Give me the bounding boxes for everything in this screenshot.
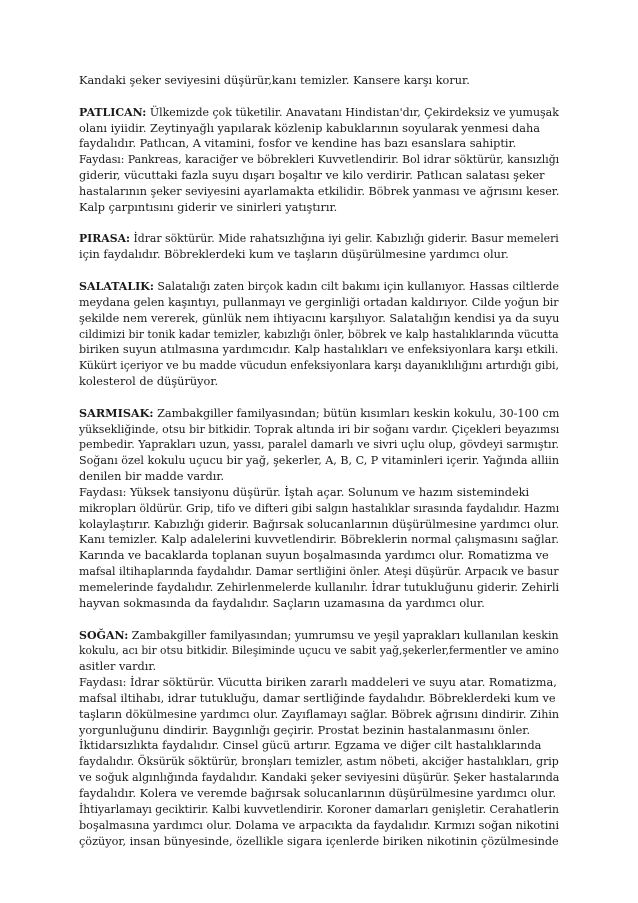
section-term: SOĞAN:: [79, 627, 129, 642]
text-line: şekilde nem vererek, günlük nem ihtiyacını karşılıyor. Salatalığın kendisi ya da suyu: [79, 311, 560, 325]
text-line: için faydalıdır. Böbreklerdeki kum ve taşların düşürülmesine yardımcı olur.: [79, 248, 509, 262]
text-line: kokulu, acı bir otsu bitkidir. Bileşiminde uçucu ve sabit yağ,şekerler,fermentler ve amino: [79, 644, 559, 658]
text-line: memelerinde faydalıdır. Zehirlenmelerde kullanılır. İdrar tutukluğunu giderir. Zehirli: [79, 581, 560, 594]
section-term: PATLICAN:: [79, 104, 147, 119]
text-line: hayvan sokmasında da faydalıdır. Saçların uzamasına da yardımcı olur.: [79, 596, 485, 610]
text-line: olanı iyiidir. Zeytinyağlı yapılarak közlenip kabuklarının soyularak yenmesi daha: [79, 121, 540, 135]
text-line: faydalıdır. Patlıcan, A vitamini, fosfor ve kendine has bazı esanslara sahiptir.: [79, 137, 517, 151]
section-first-line: [79, 627, 559, 644]
text-line: Kalp çarpıntısını giderir ve sinirleri yatıştırır.: [79, 200, 338, 214]
section-term: PIRASA:: [79, 231, 131, 246]
text-line: giderir, vücuttaki fazla suyu dışarı boşaltır ve kilo verdirir. Patlıcan salatası şeker: [79, 169, 545, 183]
text-line: kolaylaştırır. Kabızlığı giderir. Bağırsak solucanlarının düşürülmesine yardımcı olur.: [79, 517, 560, 531]
text-line: Faydası: Pankreas, karaciğer ve böbrekleri Kuvvetlendirir. Bol idrar söktürür, kansızlığı: [79, 153, 560, 167]
text-line: denilen bir madde vardır.: [79, 470, 225, 484]
text-line: taşların dökülmesine yardımcı olur. Zayıflamayı sağlar. Böbrek ağrısını dindirir. Zihin: [79, 707, 560, 721]
text-line: yorgunluğunu dindirir. Baygınlığı geçirir. Prostat bezinin hastalanmasını önler.: [79, 723, 531, 737]
text-line: yüksekliğinde, otsu bir bitkidir. Toprak altında iri bir soğanı vardır. Çiçekleri beyazımsı: [79, 422, 560, 436]
section-patlican: [79, 105, 559, 216]
text-line: mikropları öldürür. Grip, tifo ve difteri gibi salgın hastalıklar sırasında faydalıdır. Hazmı: [79, 501, 560, 515]
section-sarmisak: [79, 406, 559, 612]
section-first-line-text: Zambakgiller familyasından; bütün kısımları keskin kokulu, 30-100 cm: [157, 406, 560, 420]
text-line: Kandaki şeker seviyesini düşürür,kanı temizler. Kansere karşı korur.: [79, 74, 470, 87]
text-line: mafsal iltihabı, idrar tutukluğu, damar sertliğinde faydalıdır. Böbreklerdeki kum ve: [79, 691, 556, 705]
text-line: faydalıdır. Öksürük söktürür, bronşları temizler, astım nöbeti, akciğer hastalıkları, grip: [79, 755, 559, 769]
text-line: cildimizi bir tonik kadar temizler, kabızlığı önler, böbrek ve kalp hastalıklarında vücutta: [79, 327, 559, 341]
section-sogan: [79, 628, 559, 850]
text-line: Kükürt içeriyor ve bu madde vücudun enfeksiyonlara karşı dayanıklılığını artırdığı gibi,: [79, 359, 559, 373]
text-line: Faydası: Yüksek tansiyonu düşürür. İştah açar. Solunum ve hazım sistemindeki: [79, 485, 530, 499]
text-line: Kanı temizler. Kalp adalelerini kuvvetlendirir. Böbreklerin normal çalışmasını sağlar.: [79, 533, 559, 547]
section-first-line: [79, 278, 559, 295]
section-first-line: [79, 231, 559, 247]
text-line: Faydası: İdrar söktürür. Vücutta biriken zararlı maddeleri ve suyu atar. Romatizma,: [79, 676, 557, 690]
text-line: Soğanı özel kokulu uçucu bir yağ, şekerler, A, B, C, P vitaminleri içerir. Yağında alliin: [79, 454, 560, 468]
text-line: hastalarının şeker seviyesini ayarlamakta etkilidir. Böbrek yanması ve ağrısını keser.: [79, 184, 560, 198]
section-salatalik: [79, 279, 559, 390]
text-line: biriken suyun atılmasına yardımcıdır. Kalp hastalıkları ve enfeksiyonlara karşı etkili.: [79, 343, 559, 357]
text-line: İhtiyarlamayı geciktirir. Kalbi kuvvetlendirir. Koroner damarları genişletir. Cerahatlerin: [79, 802, 559, 816]
text-line: mafsal iltihaplarında faydalıdır. Damar sertliğini önler. Ateşi düşürür. Arpacık ve basur: [79, 565, 559, 579]
text-line: kolesterol de düşürüyor.: [79, 375, 219, 389]
text-line: çözüyor, insan bünyesinde, özellikle sigara içenlerde biriken nikotinin çözülmesinde: [79, 834, 559, 848]
text-line: ve soğuk algınlığında faydalıdır. Kandaki şeker seviyesini düşürür. Şeker hastalarında: [79, 771, 560, 785]
section-first-line-text: Salatalığı zaten birçok kadın cilt bakımı için kullanıyor. Hassas ciltlerde: [157, 279, 559, 293]
section-first-line-text: Ülkemizde çok tüketilir. Anavatanı Hindistan'dır, Çekirdeksiz ve yumuşak: [149, 105, 559, 119]
section-pirasa: [79, 231, 559, 263]
section-term: SALATALIK:: [79, 278, 154, 293]
intro-paragraph: [79, 73, 559, 89]
section-term: SARMISAK:: [79, 405, 154, 420]
section-first-line: [79, 405, 560, 422]
section-first-line-text: İdrar söktürür. Mide rahatsızlığına iyi gelir. Kabızlığı giderir. Basur memeleri: [133, 232, 559, 246]
text-line: boşalmasına yardımcı olur. Dolama ve arpacıkta da faydalıdır. Kırmızı soğan nikotini: [79, 818, 560, 832]
section-first-line: [79, 104, 559, 121]
text-line: Karında ve bacaklarda toplanan suyun boşalmasında yardımcı olur. Romatizma ve: [79, 549, 549, 563]
text-line: faydalıdır. Kolera ve veremde bağırsak solucanlarının düşürülmesine yardımcı olur.: [79, 786, 557, 800]
document-page: [79, 73, 559, 865]
text-line: meydana gelen kaşıntıyı, pullanmayı ve gerginliği ortadan kaldırıyor. Cilde yoğun bir: [79, 295, 559, 309]
text-line: asitler vardır.: [79, 660, 157, 674]
section-first-line-text: Zambakgiller familyasından; yumrumsu ve yeşil yaprakları kullanılan keskin: [131, 628, 559, 642]
text-line: pembedir. Yaprakları uzun, yassı, paralel damarlı ve sivri uçlu olup, gövdeyi sarmıştır.: [79, 438, 560, 452]
text-line: İktidarsızlıkta faydalıdır. Cinsel gücü artırır. Egzama ve diğer cilt hastalıklarında: [79, 739, 542, 753]
